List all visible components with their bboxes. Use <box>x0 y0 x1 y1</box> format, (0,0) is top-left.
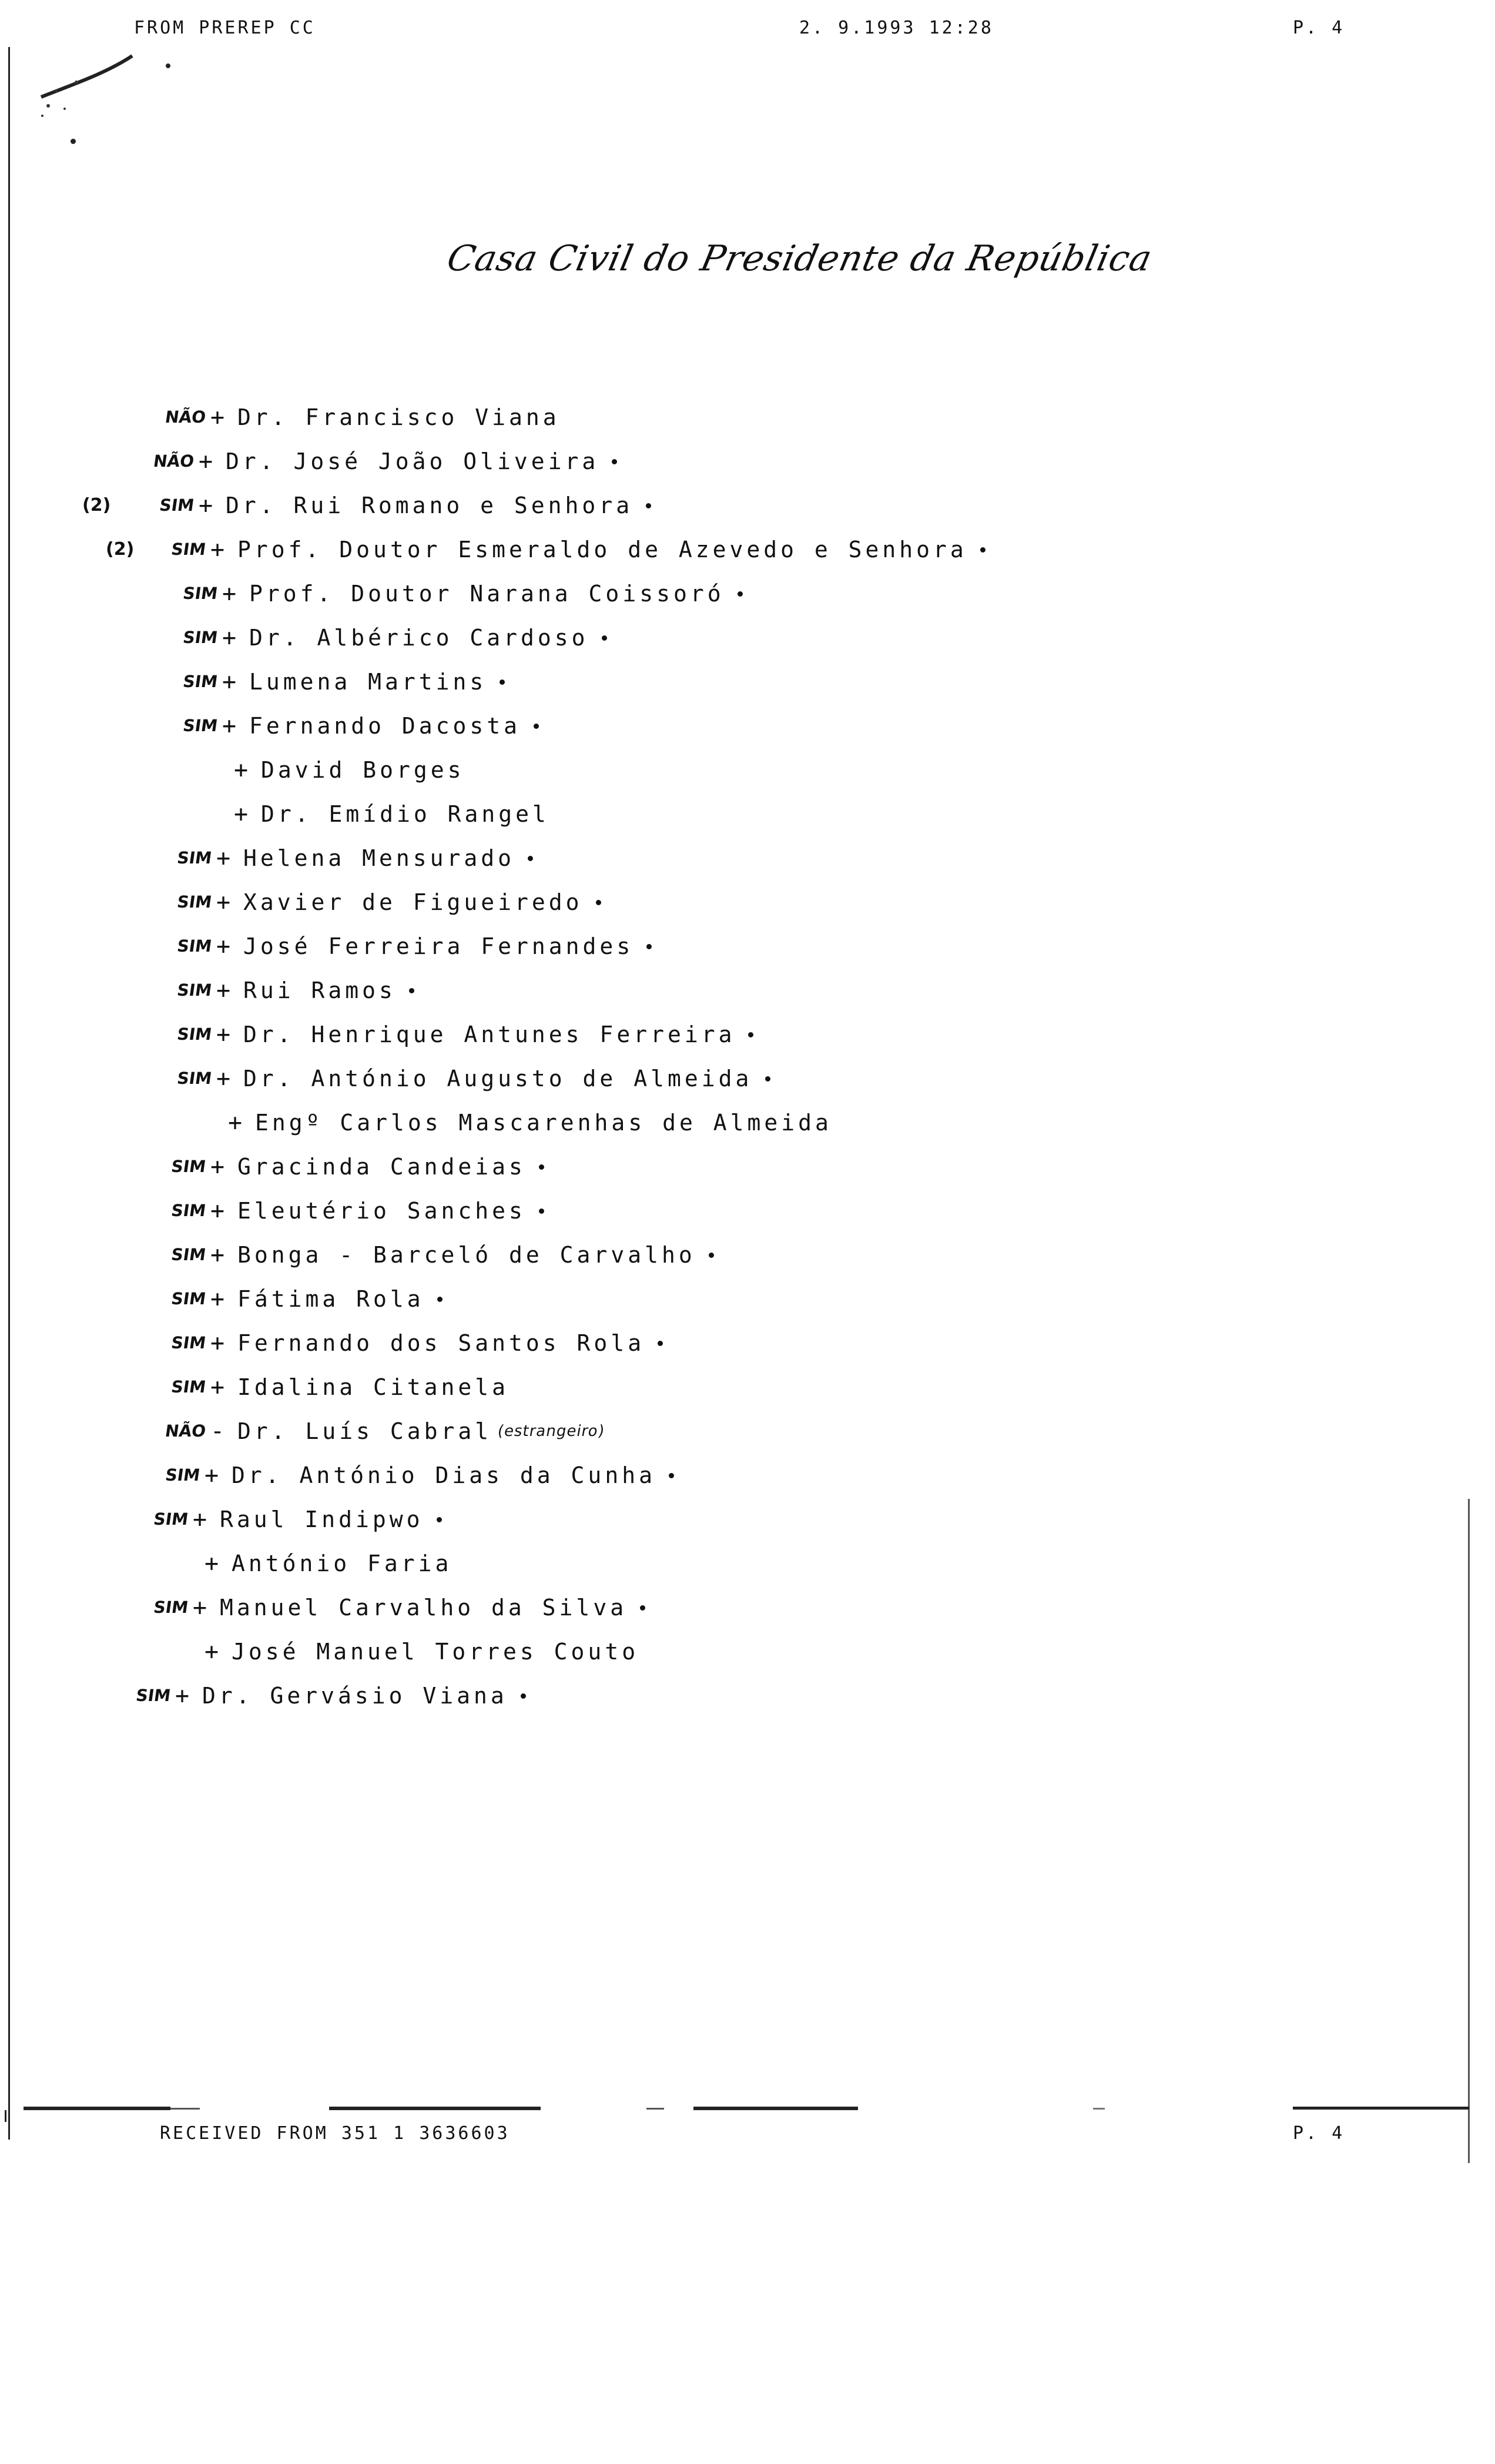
guest-entry-marker: + <box>216 977 231 1005</box>
guest-entry <box>152 1590 645 1625</box>
guest-entry-rsvp-note: SIM <box>170 1201 207 1221</box>
guest-entry <box>170 1281 443 1317</box>
guest-entry-rsvp-note: SIM <box>170 1289 207 1309</box>
guest-entry <box>206 1546 452 1581</box>
guest-entry <box>135 1678 526 1713</box>
guest-entry-rsvp-note: SIM <box>182 716 219 736</box>
guest-entry-marker: + <box>216 845 231 872</box>
guest-entry-rsvp-note: SIM <box>170 1377 207 1397</box>
guest-entry-marker: + <box>233 756 249 784</box>
guest-entry <box>176 1061 770 1096</box>
scan-dot <box>71 139 76 144</box>
guest-entry <box>206 1634 639 1669</box>
guest-entry-name: Idalina Citanela <box>237 1374 509 1401</box>
guest-entry <box>182 620 607 655</box>
confirmation-dot-icon <box>437 1517 442 1522</box>
guest-entry-name: Prof. Doutor Esmeraldo de Azevedo e Senhora <box>237 537 967 563</box>
confirmation-dot-icon <box>539 1164 544 1170</box>
guest-entry-marker: + <box>233 801 249 828</box>
guest-entry-rsvp-note: SIM <box>182 584 219 604</box>
guest-entry-marker: + <box>210 1330 225 1357</box>
guest-entry-name: José Ferreira Fernandes <box>243 933 634 960</box>
guest-entry <box>176 929 652 964</box>
guest-entry <box>176 841 533 876</box>
guest-entry <box>170 1370 509 1405</box>
scan-smudge <box>35 50 153 120</box>
guest-entry-rsvp-note: SIM <box>170 1333 207 1353</box>
guest-entry-marker: + <box>198 448 213 476</box>
guest-entry-rsvp-note: NÃO <box>163 1421 207 1441</box>
confirmation-dot-icon <box>596 900 601 905</box>
fax-transmission-lines <box>0 2098 1495 2122</box>
guest-entry-name: Fátima Rola <box>237 1286 424 1313</box>
guest-entry-rsvp-note: SIM <box>158 496 196 515</box>
guest-entry-marker: + <box>192 1506 207 1534</box>
guest-entry-rsvp-note: SIM <box>182 628 219 648</box>
guest-entry <box>235 752 465 788</box>
confirmation-dot-icon <box>534 724 539 729</box>
guest-entry-name: Xavier de Figueiredo <box>243 889 583 916</box>
guest-entry-rsvp-note: SIM <box>164 1465 202 1485</box>
guest-entry-name: Fernando dos Santos Rola <box>237 1330 645 1357</box>
guest-entry <box>82 488 651 523</box>
guest-entry-marker: + <box>198 492 213 520</box>
guest-entry-name: Dr. Rui Romano e Senhora <box>226 493 633 519</box>
guest-entry-rsvp-note: SIM <box>182 672 219 692</box>
guest-entry-name: Dr. António Dias da Cunha <box>232 1462 656 1489</box>
right-margin-line <box>1468 1499 1470 2163</box>
guest-entry-marker: + <box>222 668 237 696</box>
guest-entry-name: Eleutério Sanches <box>237 1198 526 1224</box>
guest-entry-rsvp-note: SIM <box>176 848 213 868</box>
fax-footer <box>0 2123 1495 2152</box>
guest-entry-rsvp-note: SIM <box>176 980 213 1000</box>
guest-entry-name: Dr. Albérico Cardoso <box>249 625 589 651</box>
guest-entry-rsvp-note: SIM <box>176 1025 213 1044</box>
left-margin-line <box>8 47 10 2140</box>
guest-entry-rsvp-note: SIM <box>176 1069 213 1089</box>
guest-entry-name: Raul Indipwo <box>220 1506 424 1533</box>
guest-entry-name: Helena Mensurado <box>243 845 515 872</box>
guest-entry-rsvp-note: NÃO <box>152 451 196 471</box>
guest-entry <box>229 1105 832 1140</box>
guest-entry-rsvp-note: SIM <box>170 540 207 560</box>
guest-entry-marker: + <box>204 1462 219 1489</box>
fax-from: FROM PREREP CC <box>134 18 316 38</box>
guest-entry-rsvp-note: SIM <box>170 1245 207 1265</box>
guest-entry-name: Dr. Gervásio Viana <box>202 1683 508 1709</box>
guest-entry-rsvp-note: SIM <box>152 1598 190 1618</box>
guest-entry-prefix: (2) <box>106 539 135 560</box>
fax-header <box>0 18 1495 47</box>
scan-dot <box>166 63 170 68</box>
guest-entry-name: Dr. Francisco Viana <box>237 404 560 431</box>
guest-entry <box>164 1458 674 1493</box>
guest-entry <box>170 1149 544 1184</box>
guest-entry-rsvp-note: SIM <box>170 1157 207 1177</box>
guest-entry-name: Dr. José João Oliveira <box>226 448 599 475</box>
confirmation-dot-icon <box>658 1341 663 1346</box>
guest-entry-marker: + <box>216 889 231 916</box>
confirmation-dot-icon <box>437 1297 443 1302</box>
guest-entry-aside: (estrangeiro) <box>496 1422 606 1441</box>
guest-entry-name: Fernando Dacosta <box>249 713 521 739</box>
guest-entry-marker: + <box>222 580 237 608</box>
guest-entry-rsvp-note: NÃO <box>163 407 207 427</box>
guest-entry <box>170 1237 714 1273</box>
guest-entry-name: Gracinda Candeias <box>237 1154 526 1180</box>
guest-entry <box>176 1017 753 1052</box>
guest-entry-marker: + <box>216 1065 231 1093</box>
guest-entry <box>152 1502 442 1537</box>
guest-entry-marker: + <box>204 1638 219 1666</box>
guest-entry-marker: + <box>210 404 225 431</box>
guest-entry-marker: + <box>227 1109 243 1137</box>
guest-entry-name: Dr. Henrique Antunes Ferreira <box>243 1022 736 1048</box>
confirmation-dot-icon <box>612 459 617 464</box>
guest-entry <box>152 444 617 479</box>
guest-entry-marker: - <box>210 1418 225 1445</box>
fax-page-number: P. 4 <box>1293 18 1345 38</box>
guest-entry-name: José Manuel Torres Couto <box>232 1639 639 1665</box>
fax-footer-page: P. 4 <box>1293 2123 1345 2144</box>
guest-entry-marker: + <box>210 1197 225 1225</box>
guest-entry-rsvp-note: SIM <box>135 1686 172 1706</box>
guest-entry-name: Engº Carlos Mascarenhas de Almeida <box>255 1110 832 1136</box>
confirmation-dot-icon <box>738 591 743 597</box>
guest-entry-name: Dr. António Augusto de Almeida <box>243 1066 753 1092</box>
guest-entry-rsvp-note: SIM <box>176 892 213 912</box>
confirmation-dot-icon <box>539 1208 544 1214</box>
guest-entry-marker: + <box>210 536 225 564</box>
guest-entry-name: António Faria <box>232 1551 452 1577</box>
confirmation-dot-icon <box>669 1473 674 1478</box>
guest-entry-name: Rui Ramos <box>243 977 396 1004</box>
fax-datetime: 2. 9.1993 12:28 <box>799 18 994 38</box>
guest-entry-rsvp-note: SIM <box>152 1509 190 1529</box>
confirmation-dot-icon <box>528 856 533 861</box>
guest-entry-marker: + <box>222 624 237 652</box>
guest-entry <box>235 796 549 832</box>
guest-entry-name: Bonga - Barceló de Carvalho <box>237 1242 696 1268</box>
confirmation-dot-icon <box>709 1253 714 1258</box>
confirmation-dot-icon <box>980 547 986 553</box>
guest-entry <box>163 1414 606 1449</box>
confirmation-dot-icon <box>409 988 414 993</box>
guest-entry-name: David Borges <box>261 757 465 784</box>
guest-entry-marker: + <box>216 933 231 960</box>
confirmation-dot-icon <box>521 1693 526 1699</box>
guest-entry-marker: + <box>192 1594 207 1622</box>
guest-entry <box>182 664 505 699</box>
guest-entry-name: Lumena Martins <box>249 669 487 695</box>
guest-entry-name: Dr. Luís Cabral <box>237 1418 492 1445</box>
guest-entry-marker: + <box>210 1241 225 1269</box>
guest-entry <box>170 1325 663 1361</box>
confirmation-dot-icon <box>640 1605 645 1611</box>
confirmation-dot-icon <box>765 1076 770 1082</box>
confirmation-dot-icon <box>500 679 505 685</box>
guest-entry-prefix: (2) <box>82 495 111 515</box>
guest-entry-marker: + <box>210 1153 225 1181</box>
guest-entry-marker: + <box>204 1550 219 1578</box>
guest-entry <box>182 708 539 744</box>
confirmation-dot-icon <box>602 635 607 641</box>
guest-entry <box>176 973 414 1008</box>
letterhead-title: Casa Civil do Presidente da República <box>443 238 1156 279</box>
guest-entry-name: Prof. Doutor Narana Coissoró <box>249 581 725 607</box>
guest-entry <box>176 885 601 920</box>
guest-entry-marker: + <box>210 1374 225 1401</box>
guest-entry-marker: + <box>222 712 237 740</box>
guest-entry-name: Manuel Carvalho da Silva <box>220 1595 628 1621</box>
guest-entry <box>163 400 560 435</box>
guest-entry-marker: + <box>210 1285 225 1313</box>
guest-entry <box>182 576 743 611</box>
guest-entry-rsvp-note: SIM <box>176 936 213 956</box>
fax-received: RECEIVED FROM 351 1 3636603 <box>160 2123 510 2144</box>
confirmation-dot-icon <box>646 944 652 949</box>
guest-entry <box>170 1193 544 1228</box>
guest-entry-marker: + <box>175 1682 190 1710</box>
guest-entry <box>106 532 986 567</box>
guest-entry-name: Dr. Emídio Rangel <box>261 801 549 828</box>
guest-entry-marker: + <box>216 1021 231 1049</box>
confirmation-dot-icon <box>646 503 651 508</box>
confirmation-dot-icon <box>748 1032 753 1037</box>
